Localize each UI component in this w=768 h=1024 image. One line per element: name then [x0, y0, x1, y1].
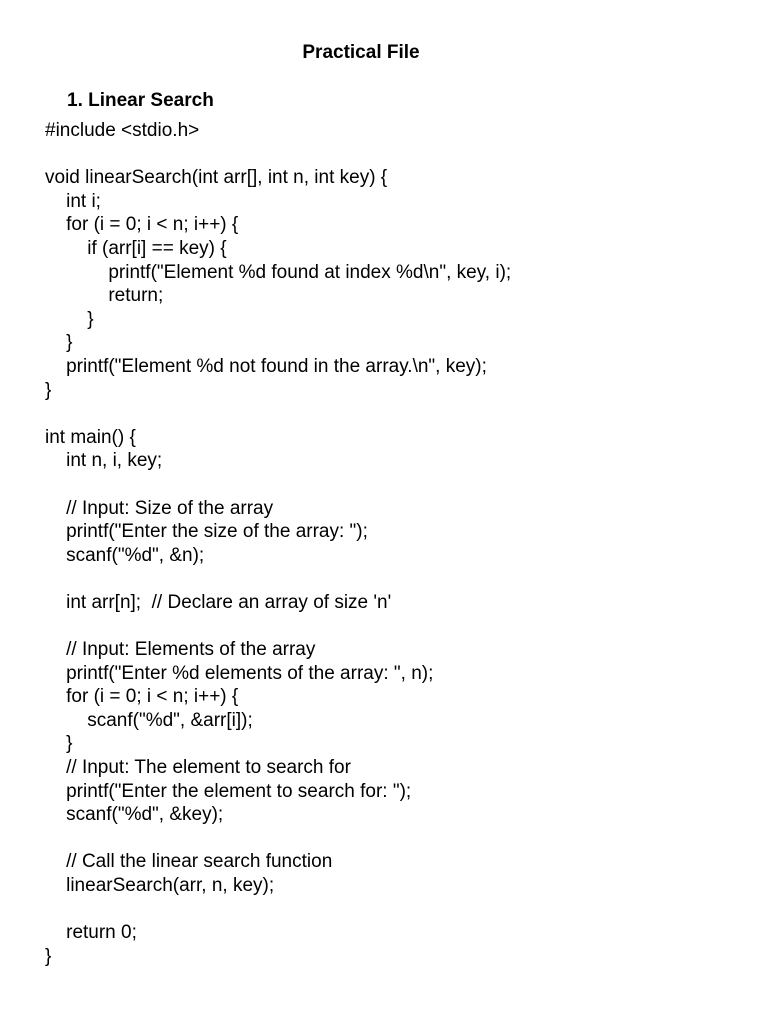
- code-line: printf("Enter the element to search for: ");: [45, 780, 412, 802]
- code-line: printf("Element %d not found in the array.\n", key);: [45, 355, 487, 377]
- code-line: for (i = 0; i < n; i++) {: [45, 686, 239, 708]
- code-line: scanf("%d", &arr[i]);: [45, 709, 253, 731]
- code-line: [45, 567, 745, 591]
- code-line: }: [45, 945, 52, 967]
- section-heading: 1. Linear Search: [67, 90, 214, 111]
- code-line: printf("Element %d found at index %d\n", key, i);: [45, 261, 512, 283]
- code-line: [45, 898, 745, 922]
- code-line: linearSearch(arr, n, key);: [45, 875, 275, 896]
- code-line: [45, 827, 745, 851]
- page-title: Practical File: [302, 42, 420, 63]
- code-line: [45, 143, 745, 167]
- code-line: int n, i, key;: [45, 450, 163, 472]
- code-line: // Input: Elements of the array: [45, 639, 316, 661]
- code-line: }: [45, 308, 94, 330]
- code-line: void linearSearch(int arr[], int n, int key) {: [45, 167, 388, 189]
- code-line: scanf("%d", &n);: [45, 544, 205, 566]
- code-line: [45, 473, 745, 497]
- code-line: }: [45, 733, 73, 755]
- code-line: int i;: [45, 190, 101, 212]
- code-line: int arr[n]; // Declare an array of size 'n': [45, 591, 392, 613]
- code-line: for (i = 0; i < n; i++) {: [45, 214, 239, 236]
- code-line: // Call the linear search function: [45, 851, 333, 873]
- code-line: scanf("%d", &key);: [45, 804, 224, 826]
- code-line: printf("Enter %d elements of the array: ", n);: [45, 662, 434, 684]
- code-line: // Input: Size of the array: [45, 497, 274, 519]
- code-block: [45, 119, 745, 968]
- code-line: #include <stdio.h>: [45, 120, 200, 141]
- code-line: [45, 402, 745, 426]
- code-line: return 0;: [45, 922, 137, 944]
- code-line: [45, 614, 745, 638]
- code-line: }: [45, 332, 73, 354]
- code-line: return;: [45, 285, 164, 307]
- code-line: if (arr[i] == key) {: [45, 237, 227, 259]
- code-line: // Input: The element to search for: [45, 757, 351, 779]
- code-line: printf("Enter the size of the array: ");: [45, 521, 368, 543]
- code-line: }: [45, 379, 52, 401]
- code-line: int main() {: [45, 426, 136, 448]
